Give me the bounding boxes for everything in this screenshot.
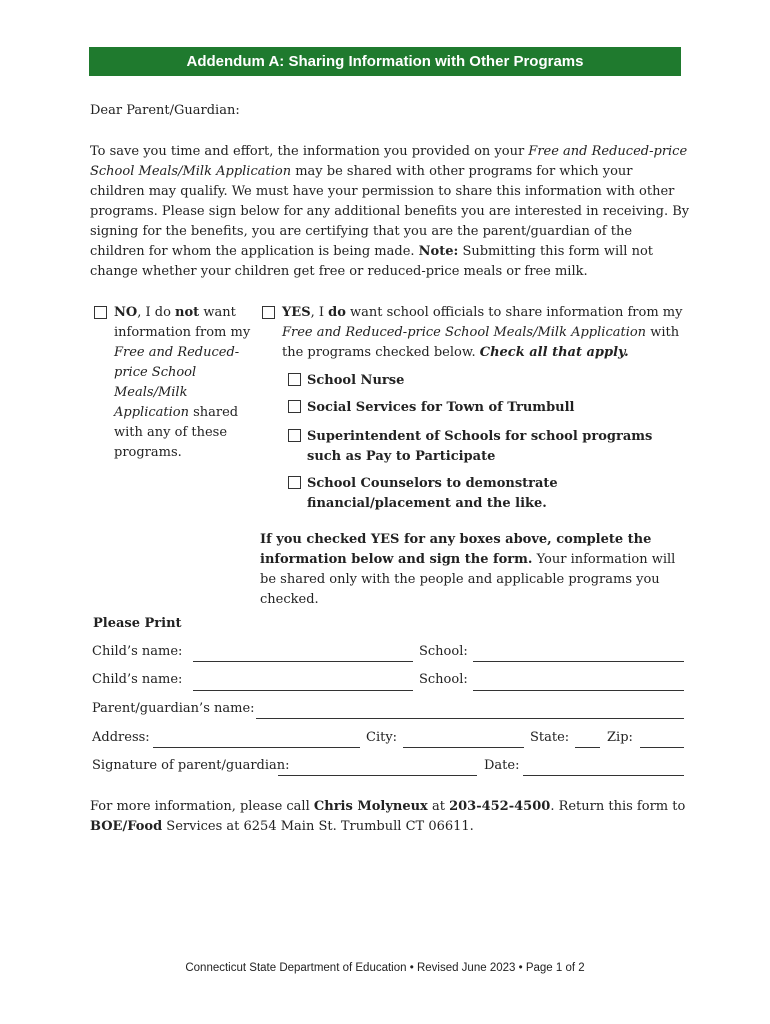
guardian-name-label: Parent/guardian’s name: (92, 701, 255, 716)
no-application-name: Free and Reduced-price School Meals/Milk Application (114, 345, 240, 420)
program-option-school-counselors (288, 474, 688, 514)
contact-phone: 203-452-4500 (449, 799, 551, 814)
state-label: State: (530, 730, 570, 745)
more-info-text-2: at (427, 799, 450, 814)
intro-paragraph (90, 142, 690, 282)
note-label: Note: (418, 244, 459, 259)
date-field[interactable] (523, 775, 684, 776)
no-checkbox[interactable] (94, 306, 107, 319)
city-field[interactable] (403, 747, 524, 748)
city-label: City: (366, 730, 398, 745)
program-label: School Nurse (307, 373, 405, 388)
yes-label: YES (282, 305, 311, 320)
guardian-name-field[interactable] (256, 718, 684, 719)
no-text-not: not (175, 305, 200, 320)
program-option-social-services (288, 398, 688, 418)
intro-text-1: To save you time and effort, the information you provided on your (90, 144, 529, 159)
school-field-1[interactable] (473, 661, 684, 662)
state-field[interactable] (575, 747, 600, 748)
address-field[interactable] (153, 747, 360, 748)
yes-text-1: , I (310, 305, 329, 320)
zip-field[interactable] (640, 747, 684, 748)
signature-label: Signature of parent/guardian: (92, 758, 290, 773)
yes-text-do: do (328, 305, 346, 320)
yes-option (262, 303, 692, 363)
social-services-checkbox[interactable] (288, 400, 301, 413)
address-label: Address: (92, 730, 150, 745)
yes-text-3: with the programs checked below. (282, 325, 680, 360)
intro-text-3: Submitting this form will not change whether your children get free or reduced-price meals or free milk. (90, 244, 653, 279)
school-label-2: School: (419, 672, 468, 687)
intro-text-2: may be shared with other programs for which your children may qualify. We must have your permission to share this information with other programs. Please sign below for any additional benefits you are interested in receiving. By signing for the benefits, you are certifying that you are the parent/guardian of the children for whom the application is being made. (90, 164, 690, 259)
child-name-label-1: Child’s name: (92, 644, 183, 659)
greeting: Dear Parent/Guardian: (90, 103, 240, 118)
no-text-3: shared with any of these programs. (114, 405, 239, 460)
zip-label: Zip: (607, 730, 633, 745)
program-label: Superintendent of Schools for school programs such as Pay to Participate (307, 429, 653, 464)
program-option-superintendent (288, 427, 688, 467)
after-yes-instructions (260, 530, 680, 610)
application-name: Free and Reduced-price School Meals/Milk Application (90, 144, 688, 179)
no-text-2: want information from my (114, 305, 251, 340)
program-label: Social Services for Town of Trumbull (307, 400, 575, 415)
child-name-field-1[interactable] (193, 661, 413, 662)
more-info-text-4: Services at 6254 Main St. Trumbull CT 06611. (162, 819, 474, 834)
child-name-field-2[interactable] (193, 690, 413, 691)
addendum-title-banner: Addendum A: Sharing Information with Other Programs (89, 47, 681, 76)
signature-field[interactable] (278, 775, 477, 776)
child-name-label-2: Child’s name: (92, 672, 183, 687)
program-label: School Counselors to demonstrate financial/placement and the like. (307, 476, 558, 511)
office-name: BOE/Food (90, 819, 163, 834)
no-label: NO (114, 305, 138, 320)
date-label: Date: (484, 758, 520, 773)
yes-application-name: Free and Reduced-price School Meals/Milk Application (282, 325, 647, 340)
school-label-1: School: (419, 644, 468, 659)
no-option (94, 303, 254, 463)
more-info-text-1: For more information, please call (90, 799, 314, 814)
after-yes-bold: If you checked YES for any boxes above, complete the information below and sign the form. (260, 532, 652, 567)
contact-name: Chris Molyneux (313, 799, 428, 814)
yes-text-2: want school officials to share information from my (345, 305, 683, 320)
no-text-1: , I do (137, 305, 176, 320)
check-all-instruction: Check all that apply. (479, 345, 629, 360)
school-field-2[interactable] (473, 690, 684, 691)
please-print-heading: Please Print (93, 616, 182, 631)
after-yes-text: Your information will be shared only with the people and applicable programs you checked. (260, 552, 676, 607)
more-info-text-3: . Return this form to (550, 799, 686, 814)
superintendent-checkbox[interactable] (288, 429, 301, 442)
program-option-school-nurse (288, 371, 688, 391)
school-counselors-checkbox[interactable] (288, 476, 301, 489)
more-information (90, 797, 690, 837)
page-footer: Connecticut State Department of Education • Revised June 2023 • Page 1 of 2 (185, 962, 585, 974)
yes-checkbox[interactable] (262, 306, 275, 319)
school-nurse-checkbox[interactable] (288, 373, 301, 386)
